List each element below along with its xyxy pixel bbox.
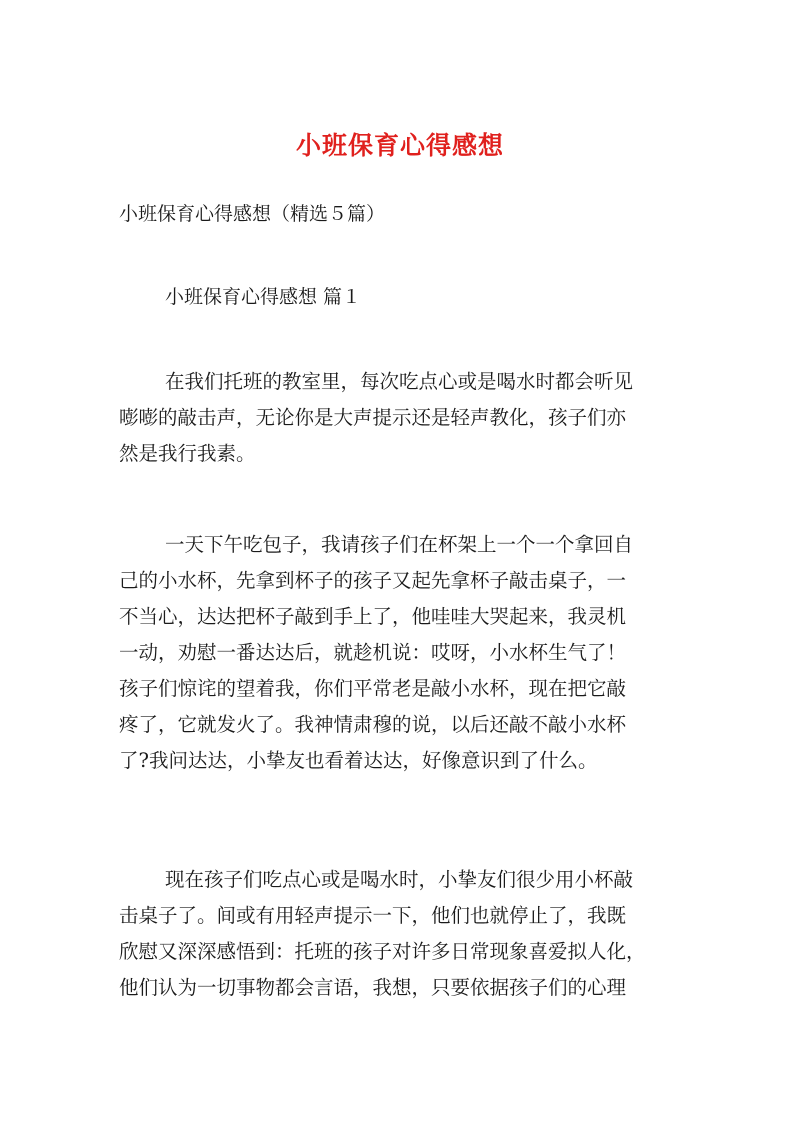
paragraph-line: 己的小水杯，先拿到杯子的孩子又起先拿杯子敲击桌子，一: [119, 569, 627, 592]
paragraph-line: 他们认为一切事物都会言语，我想，只要依据孩子们的心理: [119, 976, 627, 999]
paragraph-line: 一动，劝慰一番达达后，就趁机说：哎呀，小水杯生气了！: [119, 641, 627, 664]
paragraph-2: [119, 527, 689, 779]
paragraph-1: [119, 364, 689, 472]
section-heading: 小班保育心得感想 篇１: [165, 286, 362, 308]
document-subtitle: 小班保育心得感想（精选５篇）: [119, 203, 386, 225]
paragraph-line: 孩子们惊诧的望着我，你们平常老是敲小水杯，现在把它敲: [119, 677, 627, 700]
paragraph-line: 了?我问达达，小挚友也看着达达，好像意识到了什么。: [119, 749, 598, 772]
paragraph-line: 击桌子了。间或有用轻声提示一下，他们也就停止了，我既: [119, 904, 627, 927]
paragraph-line: 然是我行我素。: [119, 442, 256, 465]
paragraph-line: 疼了，它就发火了。我神情肃穆的说，以后还敲不敲小水杯: [119, 713, 627, 736]
document-title: 小班保育心得感想: [295, 131, 504, 160]
paragraph-line: 现在孩子们吃点心或是喝水时，小挚友们很少用小杯敲: [165, 868, 634, 891]
paragraph-line: 欣慰又深深感悟到：托班的孩子对许多日常现象喜爱拟人化，: [119, 940, 646, 963]
paragraph-line: 在我们托班的教室里，每次吃点心或是喝水时都会听见: [165, 370, 634, 393]
paragraph-line: 不当心，达达把杯子敲到手上了，他哇哇大哭起来，我灵机: [119, 605, 627, 628]
paragraph-3: [119, 862, 689, 1006]
paragraph-line: 一天下午吃包子，我请孩子们在杯架上一个一个拿回自: [165, 533, 634, 556]
paragraph-line: 嘭嘭的敲击声，无论你是大声提示还是轻声教化，孩子们亦: [119, 406, 627, 429]
